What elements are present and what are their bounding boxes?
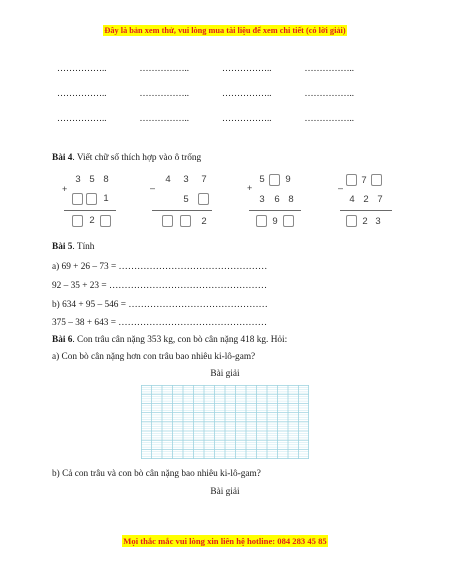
dots: …………….. xyxy=(222,63,272,73)
difference-line xyxy=(152,210,212,211)
answer-box[interactable] xyxy=(256,215,267,227)
solution-heading-1: Bài giải xyxy=(210,369,240,379)
digit: 8 xyxy=(288,194,294,205)
difference-line xyxy=(340,210,392,211)
digit: 7 xyxy=(361,175,367,186)
digit: 3 xyxy=(75,174,81,185)
plus-sign: + xyxy=(62,184,68,194)
dots-row-1 xyxy=(57,63,387,73)
header-banner-text: Đây là bản xem thử, vui lòng mua tài liệu để xem chi tiết (có lời giải) xyxy=(104,26,346,35)
digit: 3 xyxy=(183,174,189,185)
bai5-label: Bài 5 xyxy=(52,242,73,252)
bai6-heading xyxy=(52,335,287,345)
answer-box[interactable] xyxy=(346,174,357,186)
digit: 9 xyxy=(272,216,278,227)
digit: 5 xyxy=(183,194,189,205)
bai5-line-4: 375 – 38 + 643 = ………………………………………… xyxy=(52,318,268,328)
plus-sign: + xyxy=(247,183,253,193)
answer-box[interactable] xyxy=(283,215,294,227)
sum-line xyxy=(64,210,116,211)
bai4-heading xyxy=(52,153,201,163)
digit: 6 xyxy=(274,194,280,205)
dots-row-2 xyxy=(57,88,387,98)
answer-box[interactable] xyxy=(86,193,97,205)
digit: 7 xyxy=(377,194,383,205)
minus-sign: – xyxy=(150,183,156,193)
bai6-question-b: b) Cả con trâu và con bò cân nặng bao nhiêu ki-lô-gam? xyxy=(52,469,261,479)
bai6-text: . Con trâu cân nặng 353 kg, con bò cân nặng 418 kg. Hỏi: xyxy=(72,335,288,345)
footer-banner xyxy=(0,536,450,546)
bai4-text: . Viết chữ số thích hợp vào ô trống xyxy=(72,153,202,163)
digit: 2 xyxy=(362,216,368,227)
bai6-label: Bài 6 xyxy=(52,335,73,345)
answer-box[interactable] xyxy=(269,174,280,186)
bai4-label: Bài 4 xyxy=(52,153,73,163)
answer-box[interactable] xyxy=(198,193,209,205)
solution-heading-2: Bài giải xyxy=(210,487,240,497)
problem-2 xyxy=(150,174,215,234)
dots: …………….. xyxy=(222,113,272,123)
digit: 9 xyxy=(285,174,291,185)
answer-box[interactable] xyxy=(72,215,83,227)
dots: …………….. xyxy=(304,63,354,73)
answer-grid[interactable] xyxy=(141,385,309,459)
problem-3 xyxy=(247,174,307,234)
digit: 4 xyxy=(349,194,355,205)
problem-4 xyxy=(338,174,398,234)
answer-box[interactable] xyxy=(72,193,83,205)
digit: 8 xyxy=(103,174,109,185)
digit: 4 xyxy=(165,174,171,185)
header-banner xyxy=(0,26,450,35)
answer-box[interactable] xyxy=(180,215,191,227)
answer-box[interactable] xyxy=(371,174,382,186)
dots: …………….. xyxy=(139,63,189,73)
dots: …………….. xyxy=(304,88,354,98)
digit: 3 xyxy=(375,216,381,227)
bai6-question-a: a) Con bò cân nặng hơn con trâu bao nhiêu ki-lô-gam? xyxy=(52,352,256,362)
digit: 5 xyxy=(89,174,95,185)
sum-line xyxy=(249,210,301,211)
bai5-line-2: 92 – 35 + 23 = …………………………………………… xyxy=(52,281,268,291)
dots: …………….. xyxy=(57,63,107,73)
bai5-heading xyxy=(52,242,94,252)
dots: …………….. xyxy=(222,88,272,98)
footer-banner-text: Mọi thắc mắc vui lòng xin liên hệ hotline: 084 283 45 85 xyxy=(123,536,327,546)
bai5-text: . Tính xyxy=(72,242,95,252)
digit: 2 xyxy=(201,216,207,227)
digit: 3 xyxy=(259,194,265,205)
dots: …………….. xyxy=(139,88,189,98)
problem-1 xyxy=(60,174,120,234)
answer-box[interactable] xyxy=(162,215,173,227)
answer-box[interactable] xyxy=(346,215,357,227)
digit: 5 xyxy=(259,174,265,185)
dots: …………….. xyxy=(57,113,107,123)
bai5-line-1: a) 69 + 26 – 73 = ………………………………………… xyxy=(52,262,268,272)
dots-row-3 xyxy=(57,113,387,123)
answer-box[interactable] xyxy=(100,215,111,227)
dots: …………….. xyxy=(57,88,107,98)
digit: 2 xyxy=(89,215,95,226)
digit: 1 xyxy=(103,193,109,204)
digit: 7 xyxy=(201,174,207,185)
bai5-line-3: b) 634 + 95 – 546 = ……………………………………… xyxy=(52,300,268,310)
minus-sign: – xyxy=(338,183,344,193)
digit: 2 xyxy=(363,194,369,205)
dots: …………….. xyxy=(304,113,354,123)
dots: …………….. xyxy=(139,113,189,123)
